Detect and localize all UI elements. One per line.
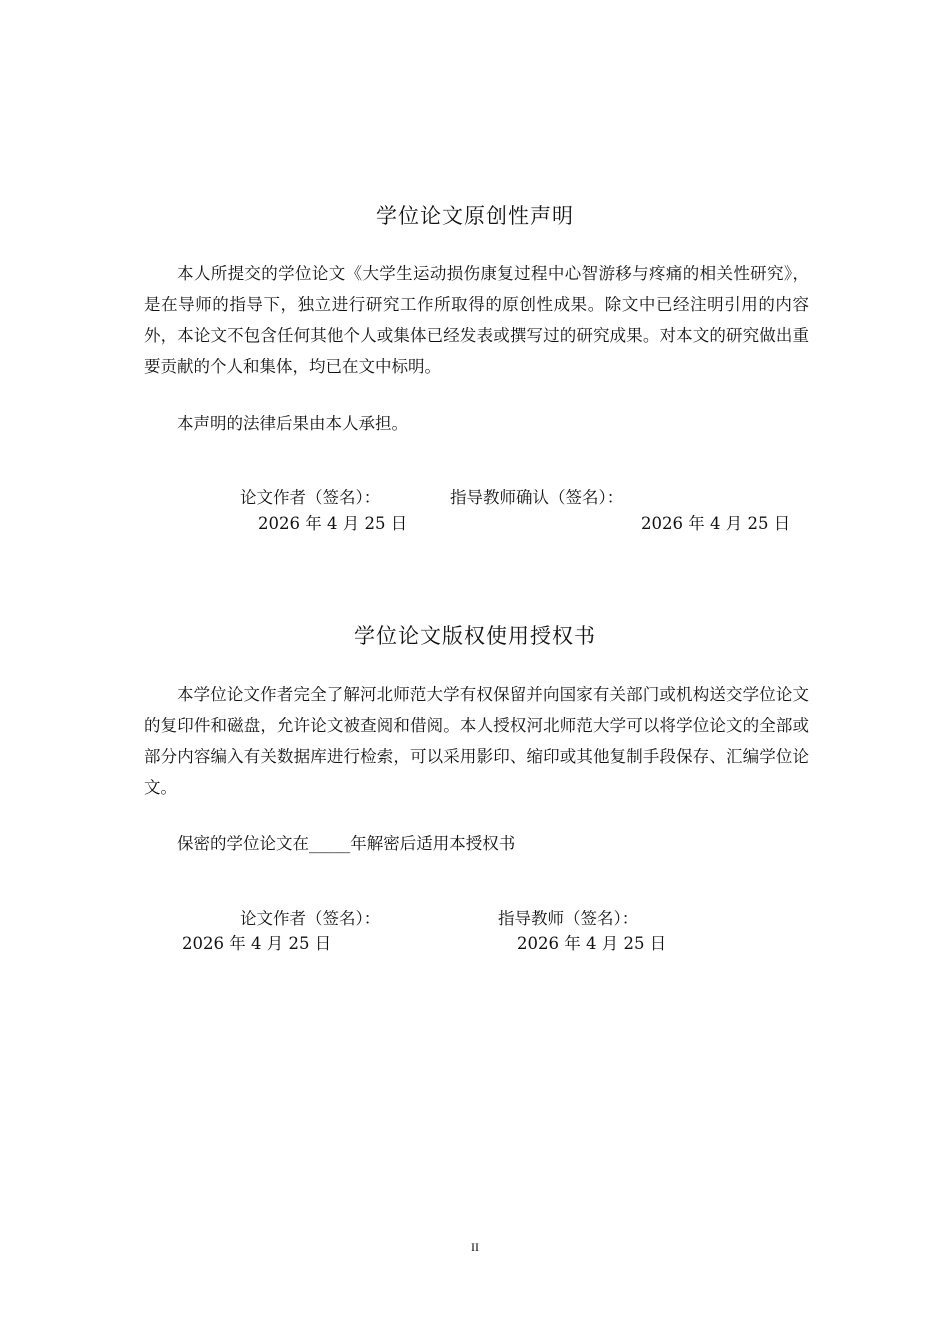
declaration-advisor-sign-label: 指导教师确认（签名）： xyxy=(450,488,624,507)
authorization-paragraph-2: 保密的学位论文在_____年解密后适用本授权书 xyxy=(177,834,516,853)
declaration-paragraph-1: 本人所提交的学位论文《大学生运动损伤康复过程中心智游移与疼痛的相关性研究》，是在导师的指导下，独立进行研究工作所取得的原创性成果。除文中已经注明引用的内容外，本论文不包含任何其他个人或集体已经发表或撰写过的研究成果。对本文的研究做出重要贡献的个人和集体，均已在文中标明。 xyxy=(144,264,809,376)
declaration-title: 学位论文原创性声明 xyxy=(376,204,574,228)
authorization-title: 学位论文版权使用授权书 xyxy=(354,624,596,648)
authorization-author-sign-label: 论文作者（签名）： xyxy=(240,909,381,928)
authorization-author-date: 2026 年 4 月 25 日 xyxy=(182,934,332,953)
authorization-advisor-date: 2026 年 4 月 25 日 xyxy=(517,934,667,953)
authorization-paragraph-1: 本学位论文作者完全了解河北师范大学有权保留并向国家有关部门或机构送交学位论文的复印件和磁盘，允许论文被查阅和借阅。本人授权河北师范大学可以将学位论文的全部或部分内容编入有关数据库进行检索，可以采用影印、缩印或其他复制手段保存、汇编学位论文。 xyxy=(144,685,809,797)
page-number: II xyxy=(471,1240,479,1254)
declaration-author-sign-label: 论文作者（签名）： xyxy=(240,488,381,507)
declaration-paragraph-2: 本声明的法律后果由本人承担。 xyxy=(177,414,408,433)
declaration-advisor-date: 2026 年 4 月 25 日 xyxy=(641,514,791,533)
authorization-advisor-sign-label: 指导教师（签名）： xyxy=(498,909,639,928)
declaration-author-date: 2026 年 4 月 25 日 xyxy=(258,514,408,533)
